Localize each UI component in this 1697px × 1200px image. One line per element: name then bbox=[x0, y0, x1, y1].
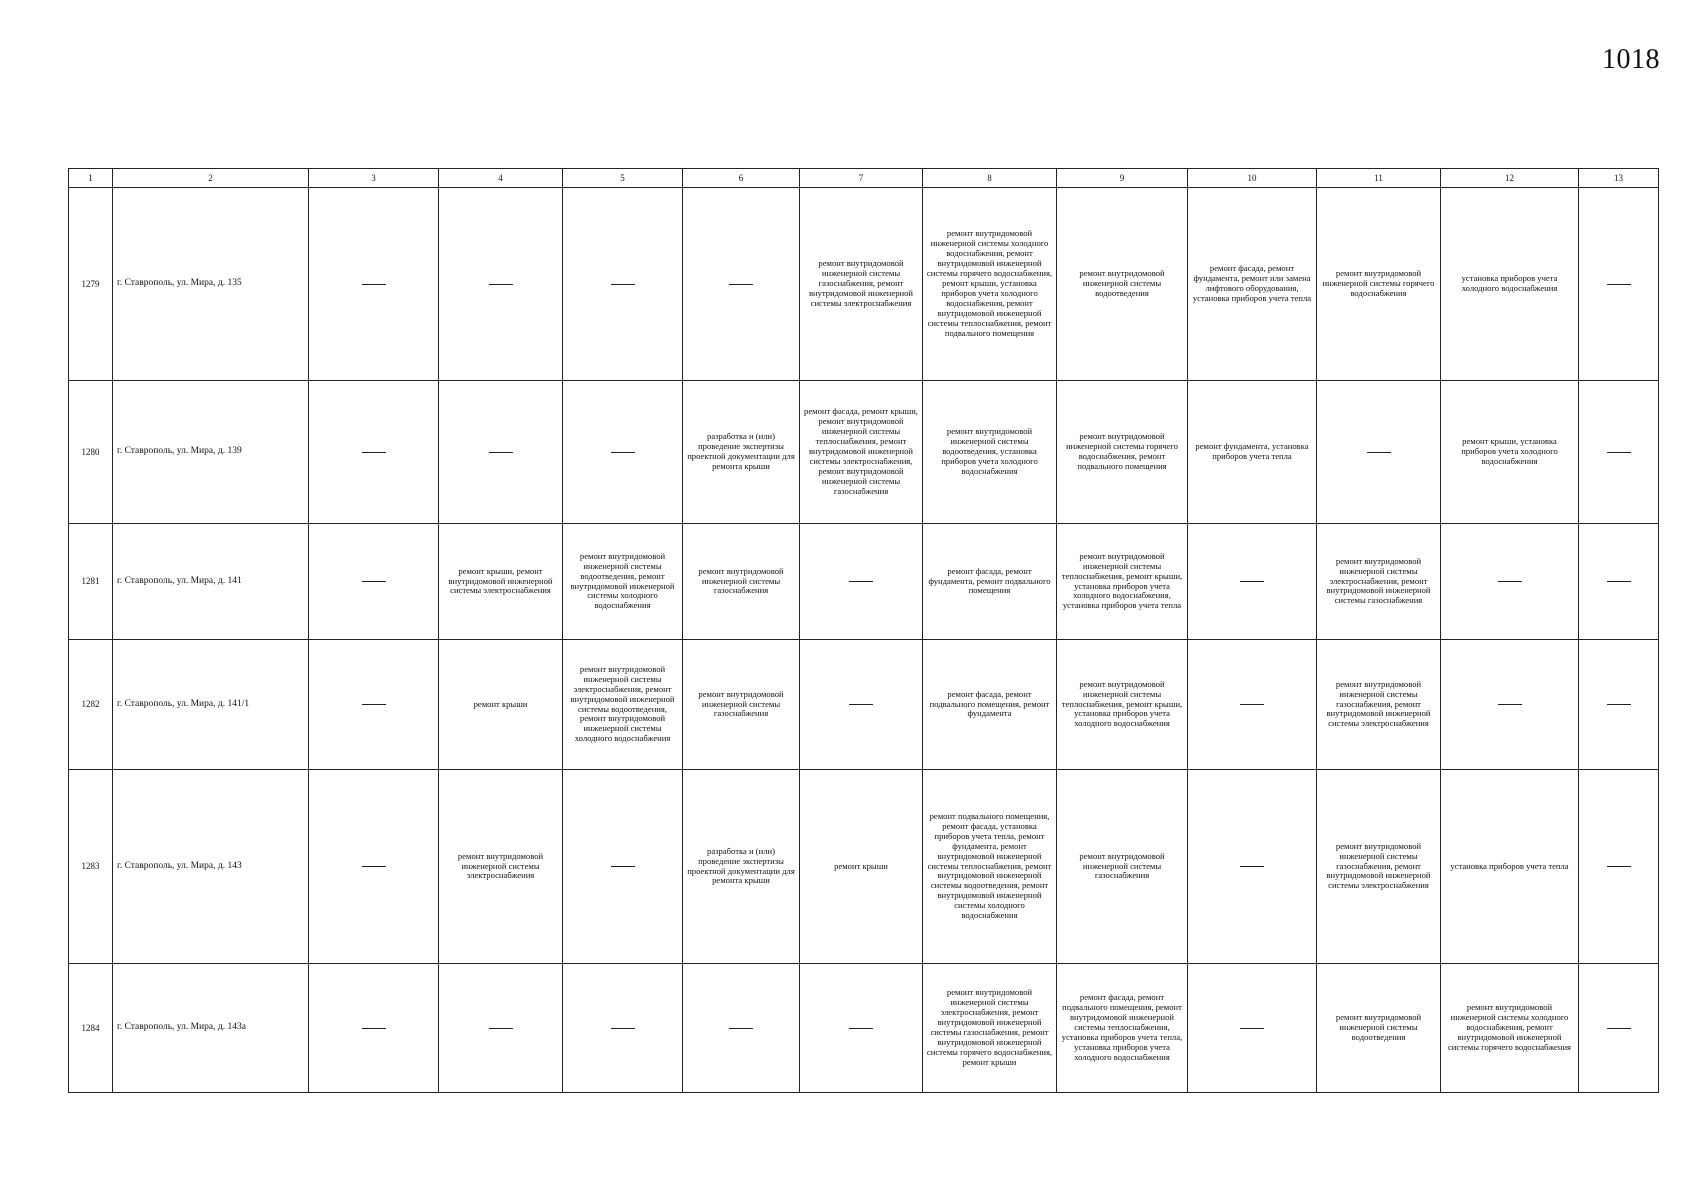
table-row bbox=[69, 188, 1659, 381]
table-cell: ремонт внутридомовой инженерной системы теплоснабжения, ремонт крыши, установка приборов учета холодного водоснабжения bbox=[1057, 640, 1188, 770]
empty-dash bbox=[611, 1028, 635, 1029]
address-cell: г. Ставрополь, ул. Мира, д. 139 bbox=[113, 381, 309, 524]
column-number: 6 bbox=[683, 169, 800, 188]
column-number: 5 bbox=[563, 169, 683, 188]
empty-dash bbox=[1607, 284, 1631, 285]
table-cell bbox=[1579, 964, 1659, 1093]
table-cell: ремонт внутридомовой инженерной системы электроснабжения, ремонт внутридомовой инженерной системы газоснабжения bbox=[1317, 524, 1441, 640]
table-cell bbox=[1441, 640, 1579, 770]
row-number: 1282 bbox=[69, 640, 113, 770]
empty-dash bbox=[1607, 704, 1631, 705]
empty-dash bbox=[489, 452, 513, 453]
empty-dash bbox=[1498, 581, 1522, 582]
table-cell: ремонт внутридомовой инженерной системы электроснабжения bbox=[439, 770, 563, 964]
table-cell: ремонт внутридомовой инженерной системы водоотведения bbox=[1057, 188, 1188, 381]
empty-dash bbox=[1240, 581, 1264, 582]
empty-dash bbox=[849, 704, 873, 705]
table-cell: ремонт внутридомовой инженерной системы газоснабжения, ремонт внутридомовой инженерной системы электроснабжения bbox=[800, 188, 923, 381]
repair-schedule-table bbox=[68, 168, 1659, 1093]
table-cell: ремонт внутридомовой инженерной системы холодного водоснабжения, ремонт внутридомовой инженерной системы горячего водоснабжения bbox=[1441, 964, 1579, 1093]
table-cell: ремонт внутридомовой инженерной системы водоотведения bbox=[1317, 964, 1441, 1093]
table-row bbox=[69, 770, 1659, 964]
table-cell: ремонт крыши bbox=[800, 770, 923, 964]
table-cell bbox=[1188, 964, 1317, 1093]
column-number: 1 bbox=[69, 169, 113, 188]
table-cell: разработка и (или) проведение экспертизы проектной документации для ремонта крыши bbox=[683, 381, 800, 524]
table-cell: ремонт внутридомовой инженерной системы электроснабжения, ремонт внутридомовой инженерной системы газоснабжения, ремонт внутридомовой инженерной системы горячего водоснабжения, ремонт крыши bbox=[923, 964, 1057, 1093]
table-cell: ремонт внутридомовой инженерной системы газоснабжения bbox=[683, 524, 800, 640]
column-number: 10 bbox=[1188, 169, 1317, 188]
table-cell bbox=[1579, 381, 1659, 524]
row-number: 1281 bbox=[69, 524, 113, 640]
table-cell bbox=[563, 188, 683, 381]
table-cell bbox=[309, 524, 439, 640]
address-cell: г. Ставрополь, ул. Мира, д. 135 bbox=[113, 188, 309, 381]
table-cell: ремонт фасада, ремонт фундамента, ремонт подвального помещения bbox=[923, 524, 1057, 640]
empty-dash bbox=[1367, 452, 1391, 453]
row-number: 1284 bbox=[69, 964, 113, 1093]
column-number-row bbox=[69, 169, 1659, 188]
column-number: 8 bbox=[923, 169, 1057, 188]
table-cell: ремонт внутридомовой инженерной системы горячего водоснабжения bbox=[1317, 188, 1441, 381]
table-cell bbox=[1579, 524, 1659, 640]
table-cell bbox=[1188, 640, 1317, 770]
table-cell: ремонт внутридомовой инженерной системы водоотведения, ремонт внутридомовой инженерной системы холодного водоснабжения bbox=[563, 524, 683, 640]
row-number: 1280 bbox=[69, 381, 113, 524]
table-row bbox=[69, 640, 1659, 770]
empty-dash bbox=[1607, 581, 1631, 582]
empty-dash bbox=[729, 1028, 753, 1029]
page-number: 1018 bbox=[1602, 44, 1660, 75]
column-number: 4 bbox=[439, 169, 563, 188]
table-cell: ремонт внутридомовой инженерной системы холодного водоснабжения, ремонт внутридомовой инженерной системы горячего водоснабжения, ремонт крыши, установка приборов учета холодного водоснабжения, ремонт внутридомовой инженерной системы теплоснабжения, ремонт подвального помещения bbox=[923, 188, 1057, 381]
table-cell bbox=[439, 964, 563, 1093]
column-number: 3 bbox=[309, 169, 439, 188]
empty-dash bbox=[1607, 866, 1631, 867]
table-cell: ремонт внутридомовой инженерной системы горячего водоснабжения, ремонт подвального помещения bbox=[1057, 381, 1188, 524]
table-cell: ремонт внутридомовой инженерной системы газоснабжения bbox=[1057, 770, 1188, 964]
table-cell: ремонт внутридомовой инженерной системы газоснабжения bbox=[683, 640, 800, 770]
row-number: 1279 bbox=[69, 188, 113, 381]
empty-dash bbox=[362, 452, 386, 453]
empty-dash bbox=[611, 452, 635, 453]
table-cell: ремонт фасада, ремонт фундамента, ремонт или замена лифтового оборудования, установка приборов учета тепла bbox=[1188, 188, 1317, 381]
empty-dash bbox=[1498, 704, 1522, 705]
table-cell: ремонт подвального помещения, ремонт фасада, установка приборов учета тепла, ремонт фундамента, ремонт внутридомовой инженерной системы теплоснабжения, ремонт внутридомовой инженерной системы водоотведения, ремонт внутридомовой инженерной системы холодного водоснабжения bbox=[923, 770, 1057, 964]
table-row bbox=[69, 381, 1659, 524]
empty-dash bbox=[489, 284, 513, 285]
table-cell: ремонт крыши bbox=[439, 640, 563, 770]
table-cell: установка приборов учета холодного водоснабжения bbox=[1441, 188, 1579, 381]
table-cell bbox=[683, 964, 800, 1093]
empty-dash bbox=[849, 1028, 873, 1029]
column-number: 11 bbox=[1317, 169, 1441, 188]
table-cell: разработка и (или) проведение экспертизы проектной документации для ремонта крыши bbox=[683, 770, 800, 964]
empty-dash bbox=[362, 581, 386, 582]
table-cell bbox=[1188, 524, 1317, 640]
address-cell: г. Ставрополь, ул. Мира, д. 143а bbox=[113, 964, 309, 1093]
table-cell bbox=[1579, 188, 1659, 381]
empty-dash bbox=[849, 581, 873, 582]
empty-dash bbox=[362, 866, 386, 867]
table-cell: ремонт фасада, ремонт подвального помещения, ремонт внутридомовой инженерной системы теплоснабжения, установка приборов учета тепла, установка приборов учета холодного водоснабжения bbox=[1057, 964, 1188, 1093]
table-cell bbox=[309, 381, 439, 524]
column-number: 13 bbox=[1579, 169, 1659, 188]
empty-dash bbox=[489, 1028, 513, 1029]
table-cell bbox=[1317, 381, 1441, 524]
table-cell bbox=[439, 188, 563, 381]
table-cell: ремонт крыши, установка приборов учета холодного водоснабжения bbox=[1441, 381, 1579, 524]
table-cell bbox=[683, 188, 800, 381]
table-cell bbox=[1441, 524, 1579, 640]
empty-dash bbox=[729, 284, 753, 285]
table-cell bbox=[309, 964, 439, 1093]
address-cell: г. Ставрополь, ул. Мира, д. 143 bbox=[113, 770, 309, 964]
table-cell bbox=[439, 381, 563, 524]
empty-dash bbox=[611, 284, 635, 285]
empty-dash bbox=[362, 284, 386, 285]
empty-dash bbox=[362, 1028, 386, 1029]
empty-dash bbox=[1240, 704, 1264, 705]
column-number: 2 bbox=[113, 169, 309, 188]
empty-dash bbox=[1607, 1028, 1631, 1029]
empty-dash bbox=[1607, 452, 1631, 453]
table-cell bbox=[309, 640, 439, 770]
table-cell bbox=[1579, 640, 1659, 770]
address-cell: г. Ставрополь, ул. Мира, д. 141/1 bbox=[113, 640, 309, 770]
address-cell: г. Ставрополь, ул. Мира, д. 141 bbox=[113, 524, 309, 640]
table-cell: ремонт крыши, ремонт внутридомовой инженерной системы электроснабжения bbox=[439, 524, 563, 640]
table-cell bbox=[309, 770, 439, 964]
table-cell bbox=[309, 188, 439, 381]
table-cell: установка приборов учета тепла bbox=[1441, 770, 1579, 964]
empty-dash bbox=[611, 866, 635, 867]
table-row bbox=[69, 964, 1659, 1093]
table-cell bbox=[1579, 770, 1659, 964]
empty-dash bbox=[1240, 1028, 1264, 1029]
table-cell: ремонт внутридомовой инженерной системы теплоснабжения, ремонт крыши, установка приборов учета холодного водоснабжения, установка приборов учета тепла bbox=[1057, 524, 1188, 640]
table-cell bbox=[800, 640, 923, 770]
empty-dash bbox=[362, 704, 386, 705]
table-cell: ремонт фасада, ремонт крыши, ремонт внутридомовой инженерной системы теплоснабжения, ремонт внутридомовой инженерной системы электроснабжения, ремонт внутридомовой инженерной системы газоснабжения bbox=[800, 381, 923, 524]
row-number: 1283 bbox=[69, 770, 113, 964]
column-number: 7 bbox=[800, 169, 923, 188]
table-cell bbox=[1188, 770, 1317, 964]
table-cell: ремонт внутридомовой инженерной системы водоотведения, установка приборов учета холодного водоснабжения bbox=[923, 381, 1057, 524]
table-cell: ремонт фундамента, установка приборов учета тепла bbox=[1188, 381, 1317, 524]
table-row bbox=[69, 524, 1659, 640]
empty-dash bbox=[1240, 866, 1264, 867]
table-cell: ремонт внутридомовой инженерной системы газоснабжения, ремонт внутридомовой инженерной системы электроснабжения bbox=[1317, 770, 1441, 964]
table-cell bbox=[563, 964, 683, 1093]
table-cell: ремонт внутридомовой инженерной системы газоснабжения, ремонт внутридомовой инженерной системы электроснабжения bbox=[1317, 640, 1441, 770]
column-number: 9 bbox=[1057, 169, 1188, 188]
table-cell bbox=[563, 381, 683, 524]
table-cell: ремонт внутридомовой инженерной системы электроснабжения, ремонт внутридомовой инженерной системы водоотведения, ремонт внутридомовой инженерной системы холодного водоснабжения bbox=[563, 640, 683, 770]
table-cell bbox=[800, 524, 923, 640]
table-cell bbox=[800, 964, 923, 1093]
table-cell bbox=[563, 770, 683, 964]
column-number: 12 bbox=[1441, 169, 1579, 188]
table-cell: ремонт фасада, ремонт подвального помещения, ремонт фундамента bbox=[923, 640, 1057, 770]
